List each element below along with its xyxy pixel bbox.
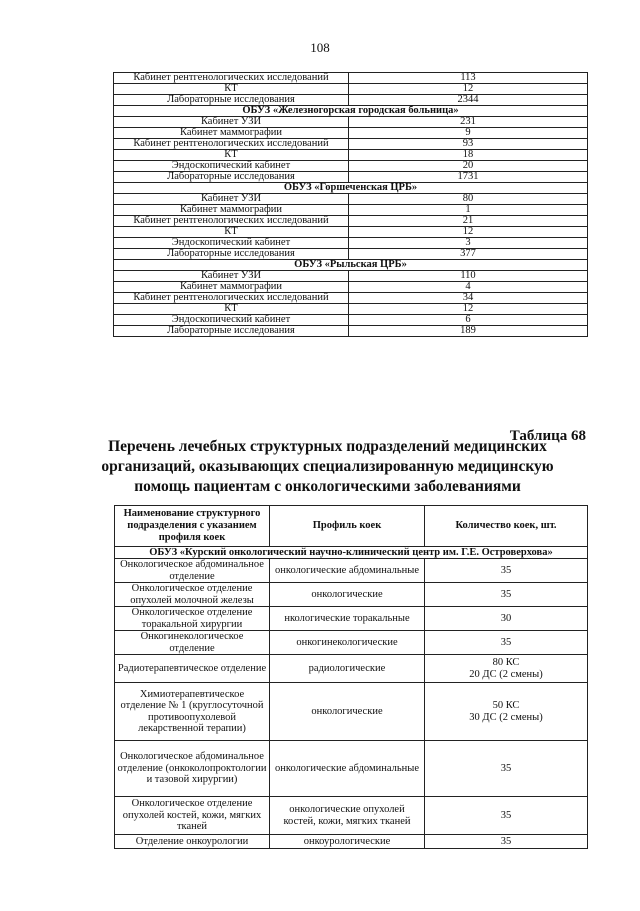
table-row [114, 172, 588, 183]
cabinet-name: Кабинет маммографии [114, 128, 349, 139]
bed-count: 35 [425, 797, 588, 835]
unit-name: Онкологическое отделение торакальной хирургии [115, 607, 270, 631]
cabinet-value: 93 [349, 139, 588, 150]
bed-count: 35 [425, 631, 588, 655]
table-row [115, 631, 588, 655]
bed-count: 30 [425, 607, 588, 631]
cabinet-value: 12 [349, 227, 588, 238]
section-title-line: помощь пациентам с онкологическими заболеваниями [134, 478, 521, 495]
cabinet-value: 377 [349, 249, 588, 260]
bed-profile: онкологические абдоминальные [270, 559, 425, 583]
cabinet-name: Кабинет маммографии [114, 282, 349, 293]
cabinet-value: 231 [349, 117, 588, 128]
table-row [114, 161, 588, 172]
page-number: 108 [310, 40, 330, 55]
table-row [114, 205, 588, 216]
cabinet-value: 6 [349, 315, 588, 326]
bed-profile: онкогинекологические [270, 631, 425, 655]
table-row [114, 73, 588, 84]
bed-profile: нкологические торакальные [270, 607, 425, 631]
cabinet-name: Кабинет УЗИ [114, 117, 349, 128]
cabinet-value: 2344 [349, 95, 588, 106]
header-bed-count: Количество коек, шт. [425, 506, 588, 547]
cabinet-value: 110 [349, 271, 588, 282]
bed-profile: онкологические опухолей костей, кожи, мягких тканей [270, 797, 425, 835]
cabinet-value: 4 [349, 282, 588, 293]
table-row [114, 216, 588, 227]
bed-count: 35 [425, 741, 588, 797]
organization-name: ОБУЗ «Горшеченская ЦРБ» [114, 183, 588, 194]
cabinet-name: КТ [114, 150, 349, 161]
cabinet-name: Кабинет рентгенологических исследований [114, 216, 349, 227]
table-row [114, 150, 588, 161]
table-row [114, 315, 588, 326]
cabinet-value: 12 [349, 304, 588, 315]
cabinet-value: 20 [349, 161, 588, 172]
table-row [115, 583, 588, 607]
cabinet-name: Эндоскопический кабинет [114, 315, 349, 326]
unit-name: Онкологическое абдоминальное отделение (онкоколопроктологии и тазовой хирургии) [115, 741, 270, 797]
organization-name: ОБУЗ «Рыльская ЦРБ» [114, 260, 588, 271]
unit-name: Отделение онкоурологии [115, 835, 270, 849]
table-row [114, 271, 588, 282]
cabinet-value: 21 [349, 216, 588, 227]
cabinet-value: 189 [349, 326, 588, 337]
bed-count: 50 КС 30 ДС (2 смены) [425, 683, 588, 741]
organization-row [114, 260, 588, 271]
table-row [114, 238, 588, 249]
cabinet-name: Эндоскопический кабинет [114, 161, 349, 172]
table-row [115, 741, 588, 797]
cabinet-value: 1 [349, 205, 588, 216]
cabinet-name: Эндоскопический кабинет [114, 238, 349, 249]
cabinet-value: 3 [349, 238, 588, 249]
unit-name: Онкологическое абдоминальное отделение [115, 559, 270, 583]
unit-name: Онкологическое отделение опухолей костей, кожи, мягких тканей [115, 797, 270, 835]
organization-row [114, 183, 588, 194]
unit-name: Онкологическое отделение опухолей молочной железы [115, 583, 270, 607]
organization-name: ОБУЗ «Курский онкологический научно-клинический центр им. Г.Е. Островерхова» [115, 547, 588, 559]
table-row [114, 84, 588, 95]
organization-row [114, 106, 588, 117]
table-row [114, 227, 588, 238]
bed-profile: онкоурологические [270, 835, 425, 849]
organization-name: ОБУЗ «Железногорская городская больница» [114, 106, 588, 117]
table-row [115, 797, 588, 835]
table-header-row [115, 506, 588, 547]
section-title [60, 437, 595, 497]
cabinet-name: Кабинет рентгенологических исследований [114, 73, 349, 84]
cabinet-name: Кабинет маммографии [114, 205, 349, 216]
table-row [114, 117, 588, 128]
table-row [114, 293, 588, 304]
bed-profile: онкологические [270, 683, 425, 741]
cabinet-value: 18 [349, 150, 588, 161]
cabinet-value: 12 [349, 84, 588, 95]
unit-name: Онкогинекологическое отделение [115, 631, 270, 655]
cabinet-value: 80 [349, 194, 588, 205]
diagnostics-table-body [114, 73, 588, 337]
table-row [115, 607, 588, 631]
unit-name: Радиотерапевтическое отделение [115, 655, 270, 683]
bed-profile: онкологические абдоминальные [270, 741, 425, 797]
unit-name: Химиотерапевтическое отделение № 1 (круглосуточной противоопухолевой лекарственной терапии) [115, 683, 270, 741]
bed-count: 35 [425, 835, 588, 849]
bed-count: 35 [425, 583, 588, 607]
cabinet-name: Лабораторные исследования [114, 95, 349, 106]
organization-row [115, 547, 588, 559]
bed-profile: радиологические [270, 655, 425, 683]
section-title-line: Перечень лечебных структурных подразделений медицинских [108, 438, 547, 455]
header-bed-profile: Профиль коек [270, 506, 425, 547]
table-row [114, 282, 588, 293]
table-row [114, 128, 588, 139]
cabinet-name: КТ [114, 227, 349, 238]
cabinet-name: Кабинет УЗИ [114, 194, 349, 205]
cabinet-name: Кабинет рентгенологических исследований [114, 139, 349, 150]
table-row [114, 95, 588, 106]
table-row [115, 835, 588, 849]
table-row [114, 194, 588, 205]
cabinet-name: КТ [114, 304, 349, 315]
table-row [114, 249, 588, 260]
table-row [114, 139, 588, 150]
oncology-units-table-body [115, 547, 588, 849]
bed-count: 80 КС 20 ДС (2 смены) [425, 655, 588, 683]
diagnostics-table [113, 72, 588, 337]
bed-count: 35 [425, 559, 588, 583]
cabinet-name: Кабинет рентгенологических исследований [114, 293, 349, 304]
cabinet-name: Кабинет УЗИ [114, 271, 349, 282]
cabinet-name: КТ [114, 84, 349, 95]
table-caption: Таблица 68 [509, 428, 586, 444]
table-row [114, 304, 588, 315]
cabinet-value: 9 [349, 128, 588, 139]
table-row [115, 683, 588, 741]
table-row [114, 326, 588, 337]
table-row [115, 559, 588, 583]
oncology-units-table [114, 505, 588, 849]
bed-profile: онкологические [270, 583, 425, 607]
cabinet-value: 1731 [349, 172, 588, 183]
table-row [115, 655, 588, 683]
cabinet-value: 34 [349, 293, 588, 304]
header-unit-name: Наименование структурного подразделения с указанием профиля коек [115, 506, 270, 547]
cabinet-name: Лабораторные исследования [114, 172, 349, 183]
cabinet-name: Лабораторные исследования [114, 249, 349, 260]
section-title-line: организаций, оказывающих специализированную медицинскую [101, 458, 554, 475]
cabinet-name: Лабораторные исследования [114, 326, 349, 337]
cabinet-value: 113 [349, 73, 588, 84]
